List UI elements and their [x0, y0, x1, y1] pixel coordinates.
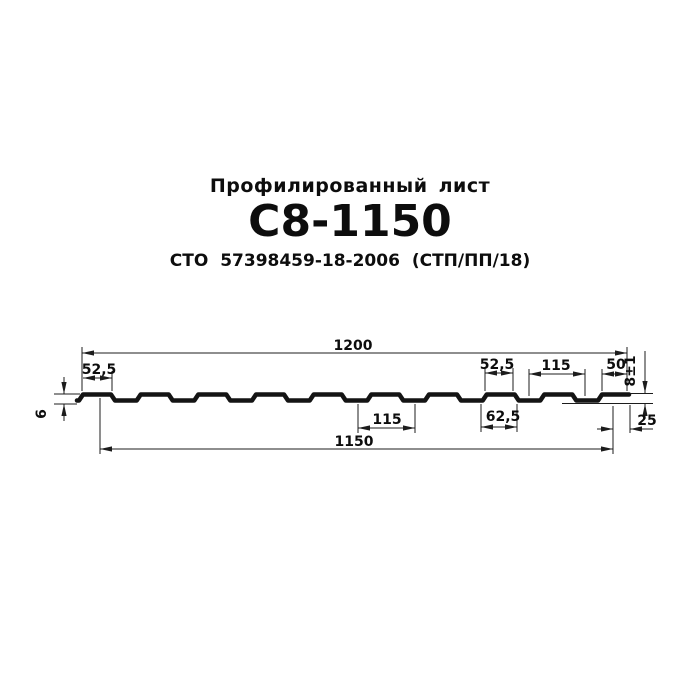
dim-rib-pitch-right-label: 115: [541, 358, 571, 374]
dim-rib-top-right: [480, 357, 515, 373]
dim-rib-base: [481, 409, 520, 427]
dim-edge-lip-height-label: 6: [34, 409, 50, 419]
product-type-title: Профилированный лист: [209, 175, 491, 197]
dim-rib-base-label: 62,5: [485, 409, 521, 425]
dim-overall-width-label: 1200: [333, 338, 373, 354]
dim-edge-offset-label: 25: [637, 413, 657, 429]
dim-edge-lip-height: [34, 377, 64, 421]
dim-working-width: [100, 434, 613, 450]
standard-title: СТО 57398459-18-2006 (СТП/ПП/18): [169, 251, 531, 271]
dim-profile-height: [623, 351, 645, 419]
dim-end-rib-label: 50: [606, 357, 626, 373]
dim-rib-top-left-label: 52,5: [81, 362, 117, 378]
dim-rib-top-left: [82, 362, 117, 378]
profile-name-title: С8-1150: [248, 196, 452, 247]
dim-rib-pitch-bottom-label: 115: [372, 412, 402, 428]
dim-working-width-label: 1150: [334, 434, 374, 450]
dim-edge-offset: [597, 413, 657, 429]
dim-profile-height-label: 8±1: [623, 355, 639, 387]
dim-overall-width: [82, 338, 627, 354]
dim-rib-top-right-label: 52,5: [479, 357, 515, 373]
dim-rib-pitch-bottom: [358, 412, 415, 428]
dim-rib-pitch-right: [529, 358, 585, 374]
sheet-cross-section: [77, 395, 629, 401]
